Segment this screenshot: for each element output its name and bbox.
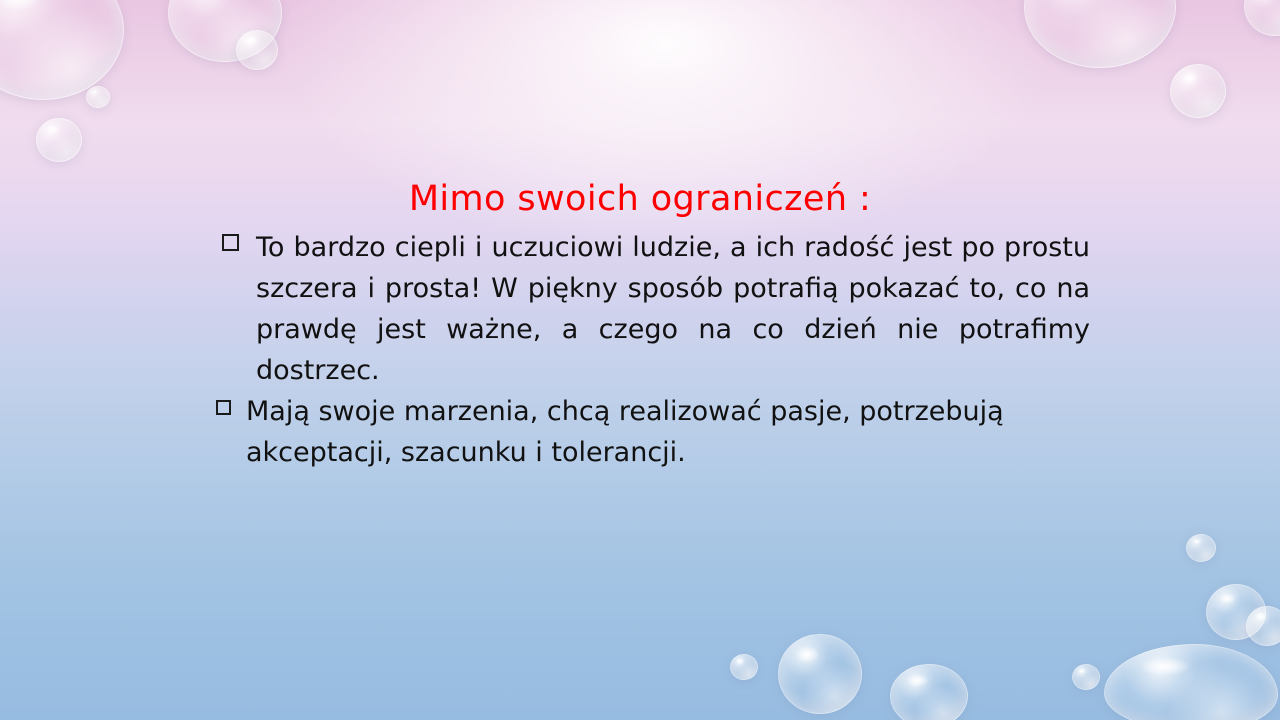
- bullet-list: [0, 227, 1280, 473]
- bubble-icon: [778, 634, 862, 714]
- bubble-icon: [86, 86, 110, 108]
- bubble-icon: [1186, 534, 1216, 562]
- list-item-text: Mają swoje marzenia, chcą realizować pasje, potrzebują akceptacji, szacunku i tolerancji.: [246, 395, 1004, 468]
- bubble-icon: [36, 118, 82, 162]
- bubble-icon: [236, 30, 278, 70]
- hollow-square-bullet-icon: [216, 400, 231, 415]
- bubble-icon: [890, 664, 968, 720]
- bubble-icon: [730, 654, 758, 680]
- list-item: [0, 227, 1280, 391]
- bubble-icon: [1170, 64, 1226, 118]
- bubble-icon: [0, 0, 124, 100]
- bubble-icon: [1244, 0, 1280, 36]
- slide-title: Mimo swoich ograniczeń :: [408, 179, 872, 219]
- bubble-icon: [1246, 606, 1280, 646]
- list-item: [0, 391, 1280, 473]
- slide-content: [0, 180, 1280, 473]
- hollow-square-bullet-icon: [222, 234, 239, 251]
- bubble-icon: [1072, 664, 1100, 690]
- list-item-text: To bardzo ciepli i uczuciowi ludzie, a ich radość jest po prostu szczera i prosta! W piękny sposób potrafią pokazać to, co na prawdę jest ważne, a czego na co dzień nie potrafimy dostrzec.: [256, 231, 1090, 386]
- bubble-icon: [1104, 644, 1278, 720]
- bubble-icon: [1024, 0, 1176, 68]
